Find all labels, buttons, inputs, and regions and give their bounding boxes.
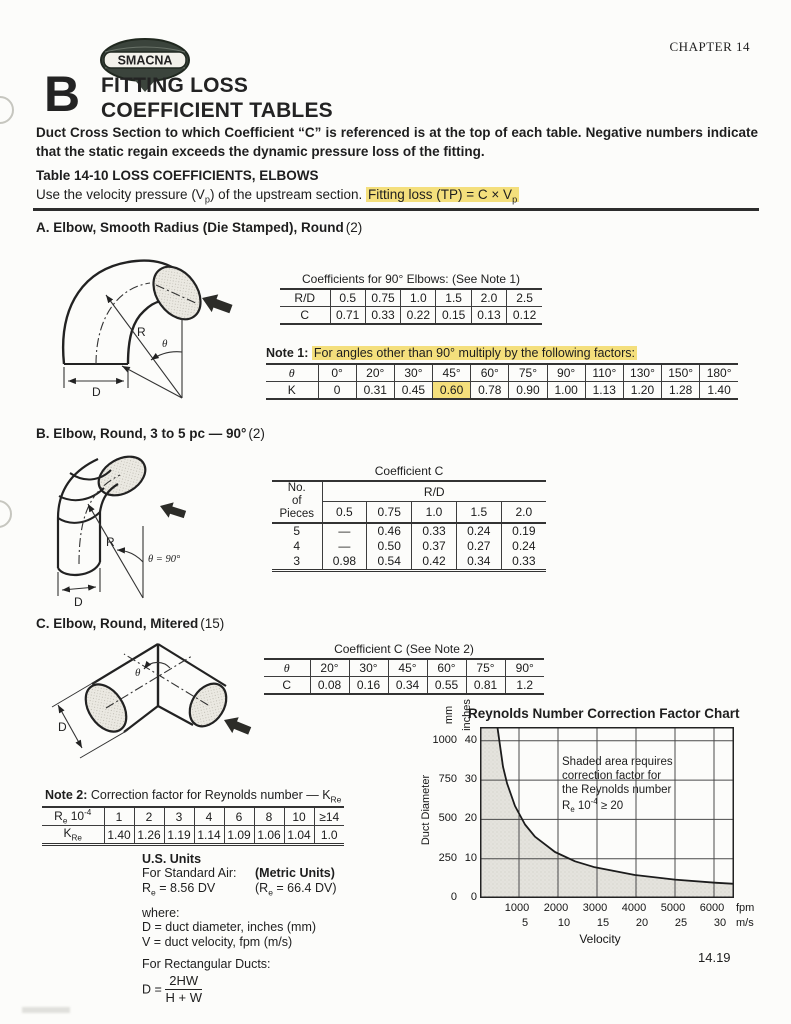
note-2-text: Correction factor for Reynolds number — K — [87, 788, 331, 802]
re-symbol: R — [54, 809, 63, 823]
re-mr: (R — [255, 880, 269, 895]
note-1-label: Note 1: — [266, 346, 309, 360]
cell: 150° — [662, 364, 700, 382]
ann-r: R — [562, 800, 571, 813]
y-axis-label: Duct Diameter — [420, 774, 432, 846]
cell: 1.28 — [662, 382, 700, 400]
cell: 1.0 — [412, 502, 457, 523]
chapter-label: CHAPTER 14 — [669, 39, 750, 54]
stub-line: of — [291, 495, 302, 508]
cell: 60° — [471, 364, 509, 382]
cell: 0.50 — [367, 539, 412, 554]
stub-line: Pieces — [279, 508, 315, 521]
section-c-reference: (15) — [200, 616, 225, 631]
scan-smudge — [22, 1007, 70, 1013]
elbow-smooth-radius-diagram — [40, 240, 265, 417]
diagram-b-label-r: R — [106, 535, 115, 549]
cell: 0.81 — [466, 677, 505, 695]
cell: 1.04 — [284, 826, 314, 844]
cell: 0.98 — [322, 554, 367, 571]
table-row — [264, 659, 544, 677]
cell: 0.22 — [401, 307, 436, 325]
diagram-c-label-theta: θ — [135, 667, 141, 679]
x-tick-ms: 5 — [521, 917, 529, 929]
cell: 0.16 — [349, 677, 388, 695]
x-unit-ms: m/s — [736, 917, 754, 929]
d-definition: D = duct diameter, inches (mm) — [142, 920, 317, 935]
cell: 45° — [388, 659, 427, 677]
cell: 20° — [310, 659, 349, 677]
cell: 5 — [272, 523, 322, 539]
table-row — [266, 364, 738, 382]
table-row — [42, 826, 344, 844]
cell: 0.5 — [322, 502, 367, 523]
cell: 3 — [164, 807, 194, 826]
diagram-a-label-theta: θ — [162, 338, 168, 350]
cell: 4 — [272, 539, 322, 554]
cell: 90° — [505, 659, 544, 677]
cell: 0.12 — [507, 307, 542, 325]
table-row — [272, 481, 546, 502]
page-title-line2: COEFFICIENT TABLES — [101, 98, 333, 122]
table-a-caption: Coefficients for 90° Elbows: (See Note 1) — [301, 272, 520, 286]
cell: 0.54 — [367, 554, 412, 571]
cell: 0.13 — [471, 307, 506, 325]
diagram-c-label-d: D — [58, 720, 67, 734]
cell: 0.37 — [412, 539, 457, 554]
gored-elbow-coefficient-table — [272, 480, 546, 572]
cell: 2.0 — [471, 289, 506, 307]
elbow-mitered-diagram — [40, 636, 265, 789]
punch-hole — [0, 500, 12, 528]
table-row — [272, 523, 546, 539]
section-a-heading-text: A. Elbow, Smooth Radius (Die Stamped), Round — [36, 220, 344, 235]
cell: 1.0 — [401, 289, 436, 307]
cell: — — [322, 539, 367, 554]
cell: 0.27 — [456, 539, 501, 554]
standard-air-label: For Standard Air: — [142, 866, 237, 881]
diagram-a-label-d: D — [92, 385, 101, 399]
fraction-numerator: 2HW — [165, 974, 202, 991]
cell: 4 — [194, 807, 224, 826]
cell: 1.20 — [623, 382, 661, 400]
cell: 90° — [547, 364, 585, 382]
x-unit-fpm: fpm — [736, 902, 755, 914]
section-b-heading-text: B. Elbow, Round, 3 to 5 pc — 90° — [36, 426, 247, 441]
reynolds-chart-plot — [480, 727, 734, 903]
cell: 2.0 — [501, 502, 546, 523]
y-tick-inches: 20 — [464, 812, 477, 824]
section-c-heading — [36, 616, 224, 631]
cell: 2.5 — [507, 289, 542, 307]
kre-symbol: K — [63, 826, 72, 841]
annotation-line: correction factor for — [562, 769, 662, 782]
cell: 0.90 — [509, 382, 547, 400]
cell: 0.75 — [365, 289, 400, 307]
diagram-a-label-r: R — [137, 325, 146, 339]
fitting-loss-sub-p: p — [512, 194, 518, 205]
y-tick-mm: 0 — [450, 891, 457, 903]
cell: 1.14 — [194, 826, 224, 844]
re-mr-eq: = 66.4 DV) — [272, 880, 337, 895]
cell: 1 — [104, 807, 134, 826]
page-title — [101, 74, 333, 124]
y-unit-mm: mm — [443, 705, 455, 725]
cell: 1.09 — [224, 826, 254, 844]
cell: 180° — [700, 364, 738, 382]
elbow-90-coefficients-table — [280, 288, 542, 325]
cell: 6 — [224, 807, 254, 826]
x-tick-fpm: 5000 — [660, 902, 686, 914]
note-1 — [266, 346, 637, 360]
usage-text: Use the velocity pressure (V — [36, 187, 205, 202]
fraction — [165, 974, 202, 1007]
x-tick-fpm: 4000 — [621, 902, 647, 914]
usage-line — [36, 187, 519, 205]
re-us-formula — [142, 880, 216, 898]
cell: 3 — [272, 554, 322, 571]
re-metric-formula — [255, 881, 337, 898]
us-units-title: U.S. Units — [142, 852, 202, 866]
cell: 0.5 — [330, 289, 365, 307]
annotation-line: the Reynolds number — [562, 783, 672, 796]
rectangular-ducts-label: For Rectangular Ducts: — [142, 957, 271, 972]
re-exp-sup: -4 — [84, 808, 92, 817]
stub-line: No. — [287, 482, 306, 494]
d-eq-lhs: D = — [142, 982, 162, 997]
x-tick-fpm: 3000 — [582, 902, 608, 914]
x-tick-ms: 20 — [635, 917, 649, 929]
table-row — [280, 307, 542, 325]
x-tick-fpm: 1000 — [504, 902, 530, 914]
mitered-elbow-coefficient-table — [264, 658, 544, 695]
chart-title: Reynolds Number Correction Factor Chart — [468, 706, 740, 721]
cell: 60° — [427, 659, 466, 677]
ann-tail: ≥ 20 — [597, 800, 624, 813]
cell: 0.15 — [436, 307, 471, 325]
cell: 30° — [349, 659, 388, 677]
section-b-reference: (2) — [248, 426, 265, 441]
cell: θ — [266, 364, 318, 382]
chart-annotation — [562, 756, 732, 815]
cell: 130° — [623, 364, 661, 382]
cell: 0 — [318, 382, 356, 400]
table-row — [42, 807, 344, 826]
re-sub: e — [62, 816, 68, 826]
cell: ≥14 — [314, 807, 344, 826]
cell: R/D — [280, 289, 330, 307]
x-tick-ms: 25 — [674, 917, 688, 929]
cell: 1.5 — [456, 502, 501, 523]
cell: θ — [264, 659, 310, 677]
y-tick-mm: 500 — [438, 812, 457, 824]
note-2-text-sub: Re — [330, 794, 342, 805]
note-1-factors-table — [266, 363, 738, 400]
y-tick-mm: 250 — [438, 852, 457, 864]
cell: C — [264, 677, 310, 695]
fitting-loss-formula: Fitting loss (TP) = C × V — [368, 187, 513, 202]
cell: 75° — [466, 659, 505, 677]
highlighted-cell: 0.60 — [433, 382, 471, 400]
cell: 2 — [134, 807, 164, 826]
annotation-line — [562, 797, 732, 815]
cell: 0.55 — [427, 677, 466, 695]
cell: 0.45 — [394, 382, 432, 400]
cell: 0.42 — [412, 554, 457, 571]
x-tick-ms: 15 — [596, 917, 610, 929]
section-a-reference: (2) — [345, 220, 363, 235]
section-c-heading-text: C. Elbow, Round, Mitered — [36, 616, 199, 631]
table-row — [272, 554, 546, 571]
punch-hole — [0, 96, 14, 124]
y-unit-inches: inches — [461, 699, 473, 731]
intro-paragraph: Duct Cross Section to which Coefficient “C” is referenced is at the top of each table. Negative numbers indicate that the static regain exceeds the dynamic pressure loss of the fitting. — [36, 125, 758, 159]
cell: 1.13 — [585, 382, 623, 400]
annotation-line: Shaded area requires — [562, 756, 673, 768]
equivalent-diameter-formula — [142, 974, 442, 1007]
y-tick-inches: 30 — [464, 773, 477, 785]
cell: 0.19 — [501, 523, 546, 539]
section-letter: B — [44, 66, 81, 122]
cell: — — [322, 523, 367, 539]
re-r-eq: = 8.56 DV — [155, 880, 216, 895]
cell — [42, 807, 104, 826]
x-tick-ms: 10 — [557, 917, 571, 929]
page-title-line1: FITTING LOSS — [101, 74, 249, 97]
divider-rule — [33, 208, 759, 211]
table-14-10-title: Table 14-10 LOSS COEFFICIENTS, ELBOWS — [36, 168, 319, 183]
cell: 0.71 — [330, 307, 365, 325]
cell: 1.00 — [547, 382, 585, 400]
smacna-logo-text: SMACNA — [117, 53, 173, 68]
re-mr-sub: e — [268, 887, 273, 898]
re-exp: 10 — [67, 809, 85, 823]
cell: 0.24 — [456, 523, 501, 539]
cell: 110° — [585, 364, 623, 382]
cell: 1.0 — [314, 826, 344, 844]
cell: 1.40 — [104, 826, 134, 844]
y-tick-inches: 10 — [464, 852, 477, 864]
diagram-b-label-theta: θ = 90° — [148, 554, 181, 565]
cell: 1.19 — [164, 826, 194, 844]
ann-r-sub: e — [570, 805, 575, 815]
cell: 0.08 — [310, 677, 349, 695]
cell: 0.33 — [412, 523, 457, 539]
cell: 20° — [356, 364, 394, 382]
cell: 0.33 — [365, 307, 400, 325]
x-axis-label: Velocity — [579, 932, 621, 946]
y-tick-mm: 750 — [438, 773, 457, 785]
y-tick-mm: 1000 — [432, 734, 457, 746]
x-tick-fpm: 2000 — [543, 902, 569, 914]
page-number: 14.19 — [698, 950, 731, 965]
note-2 — [45, 788, 341, 805]
x-tick-fpm: 6000 — [699, 902, 725, 914]
kre-sub: Re — [71, 833, 82, 843]
table-row — [272, 539, 546, 554]
cell: 1.40 — [700, 382, 738, 400]
cell: 0.34 — [456, 554, 501, 571]
cell: K — [266, 382, 318, 400]
elbow-gored-diagram — [48, 446, 253, 623]
cell: 0.75 — [367, 502, 412, 523]
cell — [42, 826, 104, 844]
section-a-heading — [36, 220, 362, 235]
cell: 0.33 — [501, 554, 546, 571]
cell: 45° — [433, 364, 471, 382]
cell: 0.46 — [367, 523, 412, 539]
fitting-loss-highlight — [366, 187, 519, 205]
cell: 8 — [254, 807, 284, 826]
x-tick-ms: 30 — [713, 917, 727, 929]
section-b-heading — [36, 426, 265, 441]
diagram-b-label-d: D — [74, 595, 83, 609]
cell: 30° — [394, 364, 432, 382]
table-row — [264, 677, 544, 695]
reynolds-correction-table — [42, 806, 344, 846]
note-1-highlight: For angles other than 90° multiply by the following factors: — [313, 346, 635, 360]
usage-text-mid: ) of the upstream section. — [209, 187, 367, 202]
re-r: R — [142, 880, 152, 895]
usage-sub-p: p — [204, 194, 210, 205]
note-2-label: Note 2: — [45, 788, 88, 802]
y-tick-inches: 40 — [464, 734, 477, 746]
cell: 0° — [318, 364, 356, 382]
where-label: where: — [142, 906, 180, 921]
fraction-denominator: H + W — [165, 990, 202, 1006]
cell: 75° — [509, 364, 547, 382]
table-b-caption: Coefficient C — [374, 464, 444, 478]
v-definition: V = duct velocity, fpm (m/s) — [142, 934, 293, 949]
cell: 1.26 — [134, 826, 164, 844]
cell: 0.31 — [356, 382, 394, 400]
cell: 0.78 — [471, 382, 509, 400]
units-block — [142, 852, 442, 1006]
table-row — [280, 289, 542, 307]
ann-exp-sup: -4 — [590, 797, 598, 807]
cell: 1.06 — [254, 826, 284, 844]
table-row — [266, 382, 738, 400]
re-r-sub: e — [151, 887, 156, 898]
cell: C — [280, 307, 330, 325]
col-group-header: R/D — [322, 481, 546, 502]
ann-exp: 10 — [574, 800, 591, 813]
cell: 1.5 — [436, 289, 471, 307]
stub-cell — [272, 481, 322, 523]
cell: 0.34 — [388, 677, 427, 695]
table-c-caption: Coefficient C (See Note 2) — [334, 642, 474, 656]
cell: 10 — [284, 807, 314, 826]
cell: 0.24 — [501, 539, 546, 554]
y-tick-inches: 0 — [470, 891, 477, 903]
metric-units-title: (Metric Units) — [255, 866, 335, 881]
cell: 1.2 — [505, 677, 544, 695]
